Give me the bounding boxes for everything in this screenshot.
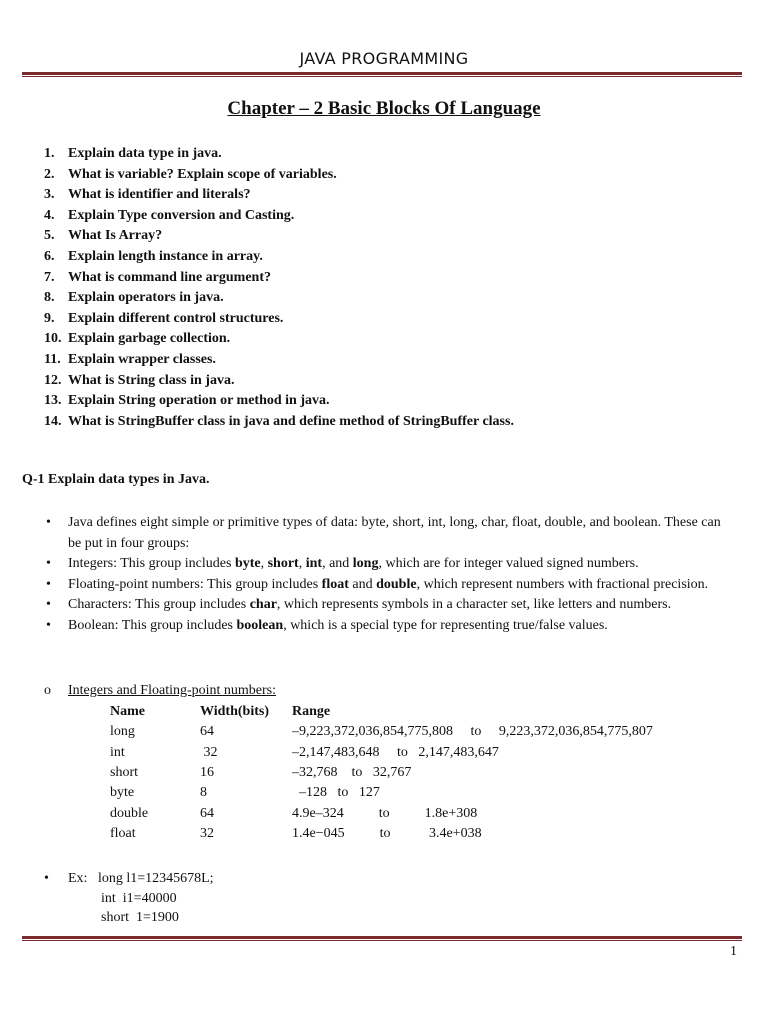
- table-cell: –2,147,483,648 to 2,147,483,647: [292, 744, 499, 760]
- table-row: [110, 722, 653, 742]
- list-item: [44, 329, 514, 350]
- list-number: 10.: [44, 331, 62, 347]
- bullet-text: Characters: This group includes: [68, 597, 250, 613]
- table-cell: 32: [200, 744, 218, 760]
- list-number: 11.: [44, 351, 61, 367]
- table-cell: 8: [200, 785, 207, 801]
- list-text: Explain length instance in array.: [68, 248, 263, 264]
- bullet-icon: •: [46, 617, 51, 633]
- bullet-icon: •: [46, 556, 51, 572]
- bullet-text: Java defines eight simple or primitive types of data: byte, short, int, long, char, float, double, and boolean. These can be put in four groups:: [68, 515, 721, 551]
- list-number: 3.: [44, 187, 55, 203]
- list-item: [46, 575, 728, 596]
- list-item: [44, 412, 514, 433]
- table-row: [110, 824, 653, 844]
- column-header: Range: [292, 704, 331, 720]
- bullet-text: Boolean: This group includes: [68, 617, 237, 633]
- table-cell: long: [110, 724, 135, 740]
- list-item: [44, 206, 514, 227]
- list-item: [44, 247, 514, 268]
- list-text: Explain Type conversion and Casting.: [68, 207, 295, 223]
- list-number: 5.: [44, 228, 55, 244]
- bullet-text: , and: [322, 556, 353, 572]
- list-item: [46, 554, 728, 575]
- bullet-text: , which are for integer valued signed numbers.: [378, 556, 639, 572]
- table-cell: double: [110, 805, 149, 821]
- list-number: 9.: [44, 310, 55, 326]
- table-row: [110, 743, 653, 763]
- list-item: [46, 595, 728, 616]
- table-cell: 4.9e–324 to 1.8e+308: [292, 805, 478, 821]
- list-text: Explain wrapper classes.: [68, 351, 216, 367]
- column-header: Name: [110, 704, 145, 720]
- q1-heading: Q-1 Explain data types in Java.: [22, 472, 210, 487]
- list-text: Explain different control structures.: [68, 310, 284, 326]
- column-header: Width(bits): [200, 704, 269, 720]
- list-text: What is String class in java.: [68, 372, 235, 388]
- table-row: [110, 803, 653, 823]
- list-text: Explain garbage collection.: [68, 331, 231, 347]
- table-cell: 1.4e−045 to 3.4e+038: [292, 825, 482, 841]
- chapter-title: Chapter – 2 Basic Blocks Of Language: [227, 98, 541, 119]
- footer-rule: [22, 936, 742, 941]
- bullet-text: ,: [298, 556, 306, 572]
- list-text: What is command line argument?: [68, 269, 271, 285]
- bullet-icon: •: [44, 871, 49, 886]
- list-item: [46, 616, 728, 637]
- bullet-icon: •: [46, 515, 51, 530]
- list-number: 13.: [44, 393, 62, 409]
- bullet-text: , which is a special type for representing true/false values.: [283, 617, 608, 633]
- example-label: Ex:: [68, 871, 88, 886]
- keyword: boolean: [236, 617, 284, 633]
- subsection-title: Integers and Floating-point numbers:: [68, 683, 277, 698]
- code-line: int i1=40000: [101, 890, 177, 906]
- example-block: [44, 869, 214, 928]
- q1-bullet-list: [46, 513, 728, 637]
- list-item: [44, 268, 514, 289]
- bullet-icon: •: [46, 576, 51, 592]
- list-item: [44, 185, 514, 206]
- list-item: [44, 391, 514, 412]
- table-cell: 16: [200, 765, 214, 781]
- list-number: 7.: [44, 269, 55, 285]
- list-item: [44, 226, 514, 247]
- list-text: What is identifier and literals?: [68, 187, 251, 203]
- keyword: char: [249, 597, 277, 613]
- page-number: 1: [730, 944, 737, 959]
- question-list: [44, 144, 514, 432]
- bullet-icon: •: [46, 597, 51, 613]
- bullet-text: Integers: This group includes: [68, 556, 235, 572]
- list-text: What is StringBuffer class in java and define method of StringBuffer class.: [68, 413, 514, 429]
- data-types-table: [110, 702, 653, 844]
- list-item: [44, 165, 514, 186]
- bullet-text: ,: [260, 556, 268, 572]
- table-cell: float: [110, 825, 136, 841]
- list-item: [44, 371, 514, 392]
- list-number: 6.: [44, 248, 55, 264]
- keyword: int: [305, 556, 323, 572]
- bullet-text: and: [348, 576, 377, 592]
- table-cell: –128 to 127: [292, 785, 380, 801]
- table-cell: 64: [200, 724, 214, 740]
- list-number: 2.: [44, 166, 55, 182]
- keyword: double: [376, 576, 417, 592]
- list-number: 4.: [44, 207, 55, 223]
- header-rule: [22, 72, 742, 77]
- bullet-text: Floating-point numbers: This group includes: [68, 576, 322, 592]
- subsection-heading: [44, 683, 276, 699]
- table-row: [110, 763, 653, 783]
- keyword: short: [267, 556, 299, 572]
- list-text: What Is Array?: [68, 228, 163, 244]
- keyword: float: [321, 576, 349, 592]
- bullet-text: , which represent numbers with fractional precision.: [416, 576, 709, 592]
- list-text: What is variable? Explain scope of variables.: [68, 166, 337, 182]
- code-line: short 1=1900: [101, 910, 179, 926]
- code-line: long l1=12345678L;: [97, 871, 214, 886]
- list-item: [44, 309, 514, 330]
- keyword: long: [352, 556, 379, 572]
- list-number: 14.: [44, 413, 62, 429]
- list-text: Explain data type in java.: [68, 146, 222, 161]
- circle-bullet-icon: o: [44, 683, 51, 698]
- list-number: 1.: [44, 146, 55, 161]
- table-row: [110, 783, 653, 803]
- table-header-row: [110, 702, 653, 722]
- table-cell: 64: [200, 805, 214, 821]
- list-text: Explain operators in java.: [68, 290, 224, 306]
- list-item: [46, 513, 728, 554]
- table-cell: int: [110, 744, 125, 760]
- list-item: [44, 144, 514, 165]
- list-number: 8.: [44, 290, 55, 306]
- bullet-text: , which represents symbols in a character set, like letters and numbers.: [276, 597, 672, 613]
- table-cell: 32: [200, 825, 214, 841]
- table-cell: short: [110, 765, 138, 781]
- list-text: Explain String operation or method in java.: [68, 393, 330, 409]
- page-header-title: JAVA PROGRAMMING: [299, 49, 469, 68]
- list-number: 12.: [44, 372, 62, 388]
- table-cell: –9,223,372,036,854,775,808 to 9,223,372,036,854,775,807: [292, 724, 653, 740]
- list-item: [44, 350, 514, 371]
- list-item: [44, 288, 514, 309]
- table-cell: –32,768 to 32,767: [292, 765, 412, 781]
- table-cell: byte: [110, 785, 135, 801]
- keyword: byte: [234, 556, 261, 572]
